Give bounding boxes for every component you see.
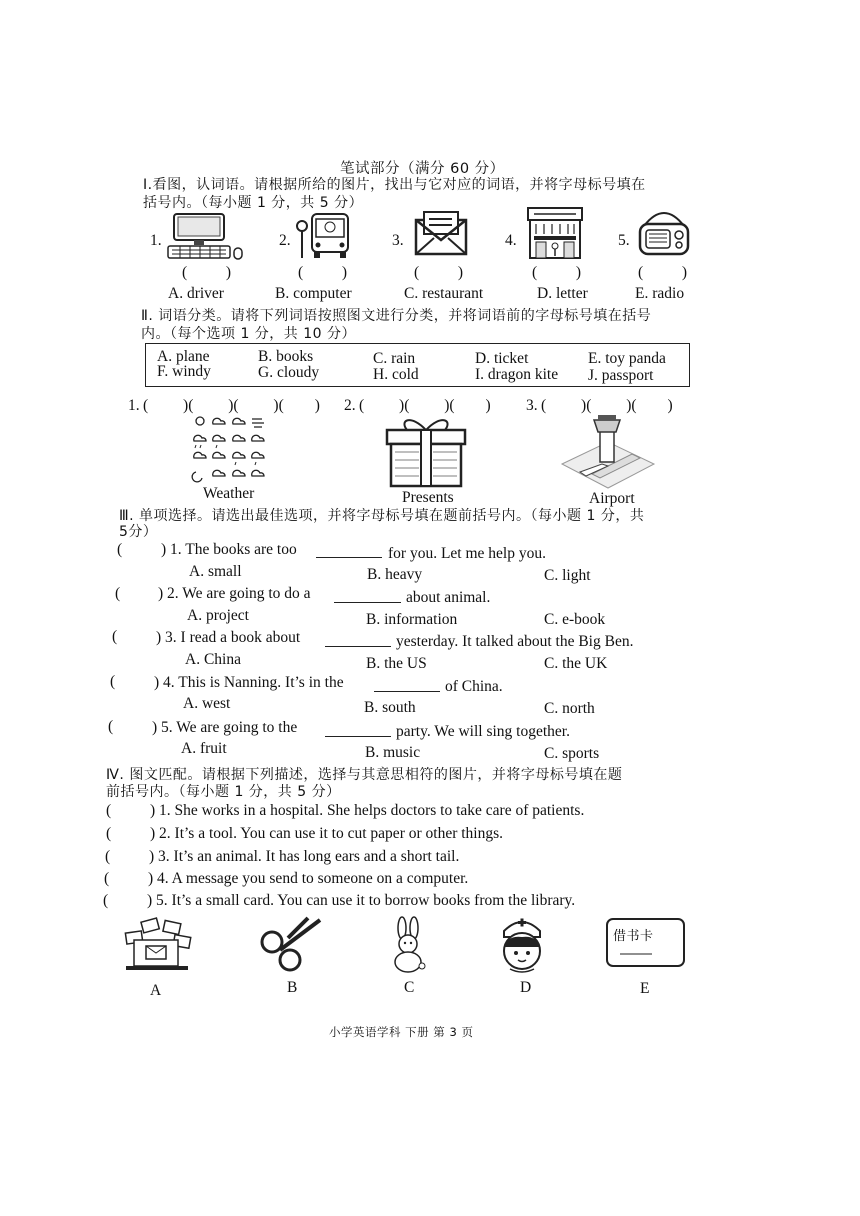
s1-answer-paren-3[interactable]: ( ) [414,264,464,281]
iv-item-1: ) 1. She works in a hospital. She helps doctors to take care of patients. [150,802,585,819]
q5-blank[interactable] [325,736,391,737]
q5-option-a: A. fruit [181,740,227,757]
q4-option-c: C. north [544,700,595,717]
q2-answer-paren[interactable]: ( [115,585,121,602]
q3-answer-paren[interactable]: ( [112,628,118,645]
q4-answer-paren[interactable]: ( [110,673,116,690]
section3-heading: Ⅲ. 单项选择。请选出最佳选项，并将字母标号填在题前括号内。（每小题 1 分，共 [119,508,645,524]
picture-letter-a: A [150,982,162,999]
email-laptop-icon [124,918,194,976]
s1-answer-paren-4[interactable]: ( ) [532,264,582,281]
q3-option-b: B. the US [366,655,427,672]
word-d: D. ticket [475,350,529,367]
iv-answer-paren-2[interactable]: ( [106,825,112,842]
page-title: 笔试部分（满分 60 分） [340,161,505,177]
q1-option-a: A. small [189,563,242,580]
computer-icon [168,212,246,266]
section2-heading: Ⅱ. 词语分类。请将下列词语按照图文进行分类，并将词语前的字母标号填在括号 [141,308,652,324]
word-g: G. cloudy [258,364,320,381]
q3-stem: ) 3. I read a book about [156,629,301,646]
q2-option-c: C. e-book [544,611,606,628]
s1-answer-paren-2[interactable]: ( ) [298,264,348,281]
library-card-text: 借书卡 [613,929,654,944]
s1-answer-paren-5[interactable]: ( ) [638,264,688,281]
q1-blank[interactable] [316,557,382,558]
word-e: E. toy panda [588,350,666,367]
q2-option-b: B. information [366,611,458,628]
word-c: C. rain [373,350,416,367]
q2-stem-end: about animal. [406,589,491,606]
section1-heading: Ⅰ.看图，认词语。请根据所给的图片，找出与它对应的词语，并将字母标号填在 [143,177,646,193]
q5-stem: ) 5. We are going to the [152,719,298,736]
s1-answer-paren-1[interactable]: ( ) [182,264,232,281]
q4-stem: ) 4. This is Nanning. It’s in the [154,674,344,691]
q5-answer-paren[interactable]: ( [108,718,114,735]
group-number-3: 3. [526,397,538,414]
iv-item-5: ) 5. It’s a small card. You can use it to borrow books from the library. [147,892,576,909]
word-j: J. passport [588,367,654,384]
iv-answer-paren-3[interactable]: ( [105,848,111,865]
group-number-2: 2. [344,397,356,414]
picture-letter-e: E [640,980,650,997]
group2-answer-parens[interactable]: ( )( )( ) [359,397,491,414]
q3-blank[interactable] [325,646,391,647]
s1-number-2: 2. [279,232,291,249]
group-label-presents: Presents [402,489,454,506]
q2-blank[interactable] [334,602,401,603]
iv-answer-paren-4[interactable]: ( [104,870,110,887]
q4-option-a: A. west [183,695,231,712]
q4-option-b: B. south [364,699,416,716]
q1-stem-end: for you. Let me help you. [388,545,546,562]
q3-option-c: C. the UK [544,655,608,672]
s1-number-5: 5. [618,232,630,249]
q1-option-b: B. heavy [367,566,423,583]
section1-heading-2: 括号内。（每小题 1 分，共 5 分） [143,195,364,211]
scissors-icon [258,916,324,976]
group-label-weather: Weather [203,485,255,502]
q4-stem-end: of China. [445,678,503,695]
nurse-icon [494,913,550,979]
restaurant-icon [524,206,586,266]
group3-answer-parens[interactable]: ( )( )( ) [541,397,673,414]
weather-icons-grid [192,414,268,486]
word-i: I. dragon kite [475,366,559,383]
picture-letter-c: C [404,979,415,996]
picture-letter-b: B [287,979,298,996]
s1-option-d: D. letter [537,285,588,302]
s1-number-3: 3. [392,232,404,249]
word-b: B. books [258,348,314,365]
airport-tower-icon [562,414,654,492]
group-number-1: 1. [128,397,140,414]
page-footer: 小学英语学科 下册 第 3 页 [329,1025,474,1039]
bus-driver-icon [296,210,354,266]
word-a: A. plane [157,348,210,365]
word-f: F. windy [157,363,211,380]
iv-answer-paren-1[interactable]: ( [106,802,112,819]
q1-answer-paren[interactable]: ( [117,541,123,558]
gift-box-icon [385,412,467,492]
s1-number-4: 4. [505,232,517,249]
q5-stem-end: party. We will sing together. [396,723,570,740]
q2-stem: ) 2. We are going to do a [158,585,311,602]
q2-option-a: A. project [187,607,249,624]
q4-blank[interactable] [374,691,440,692]
s1-option-a: A. driver [168,285,224,302]
s1-option-b: B. computer [275,285,352,302]
word-h: H. cold [373,366,419,383]
q5-option-c: C. sports [544,745,600,762]
iv-item-2: ) 2. It’s a tool. You can use it to cut paper or other things. [150,825,504,842]
iv-item-3: ) 3. It’s an animal. It has long ears and a short tail. [149,848,460,865]
letter-envelope-icon [414,210,470,262]
q3-option-a: A. China [185,651,241,668]
q1-stem: ) 1. The books are too [161,541,297,558]
section4-heading: Ⅳ. 图文匹配。请根据下列描述，选择与其意思相符的图片，并将字母标号填在题 [106,767,623,783]
q5-option-b: B. music [365,744,421,761]
s1-number-1: 1. [150,232,162,249]
iv-item-4: ) 4. A message you send to someone on a computer. [148,870,469,887]
picture-letter-d: D [520,979,532,996]
q1-option-c: C. light [544,567,591,584]
rabbit-icon [386,916,432,978]
s1-option-e: E. radio [635,285,685,302]
iv-answer-paren-5[interactable]: ( [103,892,109,909]
radio-icon [636,206,692,262]
section3-heading-2: 5分） [119,524,158,540]
group-label-airport: Airport [589,490,635,507]
group1-answer-parens[interactable]: ( )( )( )( ) [143,397,320,414]
q3-stem-end: yesterday. It talked about the Big Ben. [396,633,634,650]
s1-option-c: C. restaurant [404,285,484,302]
section2-heading-2: 内。（每个选项 1 分，共 10 分） [141,326,357,342]
section4-heading-2: 前括号内。（每小题 1 分，共 5 分） [106,784,341,800]
